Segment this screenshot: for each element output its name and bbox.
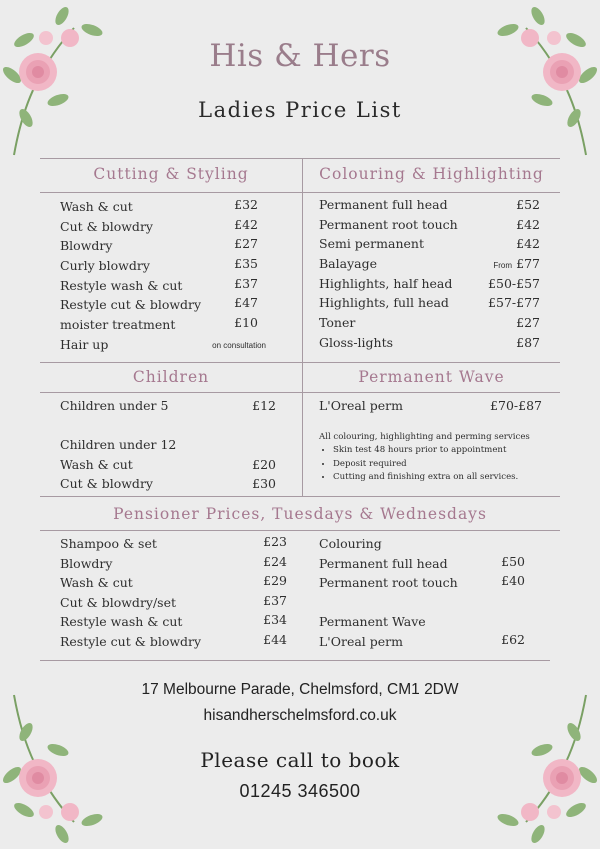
service-name: L'Oreal perm [319,634,404,649]
service-price: £62 [501,632,525,647]
service-name: Wash & cut [60,575,133,590]
address: 17 Melbourne Parade, Chelmsford, CM1 2DW [141,681,459,698]
services-note [319,431,559,485]
service-price: £42 [516,217,540,232]
service-price: £30 [252,476,276,491]
service-name: Children under 5 [60,398,169,413]
divider [40,530,560,531]
service-name: Wash & cut [60,457,133,472]
service-price: £50-£57 [488,276,540,291]
service-price: £50 [501,554,525,569]
service-price: £57-£77 [488,295,540,310]
note-item: • Deposit required [333,458,559,471]
service-price: £20 [252,457,276,472]
service-price: £47 [234,295,258,310]
service-price: £32 [234,197,258,212]
service-name: Wash & cut [60,199,133,214]
call-to-book: Please call to book [200,748,400,772]
service-name: Permanent root touch [319,575,458,590]
service-name: Cut & blowdry [60,219,153,234]
service-price: £27 [516,315,540,330]
service-price: £77 [516,256,540,271]
brand-title: His & Hers [209,38,391,74]
service-price: £12 [252,398,276,413]
section-title-colouring: Colouring & Highlighting [319,165,544,183]
service-name: Restyle cut & blowdry [60,634,202,649]
divider [40,158,560,159]
divider [40,192,560,193]
group-label: Children under 12 [60,437,177,452]
service-price: £27 [234,236,258,251]
service-name: Highlights, half head [319,276,453,291]
group-label: Colouring [319,536,382,551]
note-intro: All colouring, highlighting and perming services [319,432,530,442]
phone-number[interactable]: 01245 346500 [239,781,361,801]
section-title-perm: Permanent Wave [358,368,505,386]
service-price: £10 [234,315,258,330]
service-price: £70-£87 [490,398,542,413]
divider [40,392,560,393]
section-title-children: Children [132,368,210,386]
service-name: Restyle wash & cut [60,614,183,629]
section-title-cutting: Cutting & Styling [93,165,249,183]
note-item: • Cutting and finishing extra on all services. [333,471,559,484]
divider [40,362,560,363]
page-subtitle: Ladies Price List [198,98,402,122]
service-name: Permanent full head [319,556,448,571]
service-price: £24 [263,554,287,569]
service-price: £34 [263,612,287,627]
group-label: Permanent Wave [319,614,426,629]
service-price: £29 [263,573,287,588]
service-price: £37 [263,593,287,608]
note-item: • Skin test 48 hours prior to appointment [333,444,559,457]
service-name: Cut & blowdry/set [60,595,177,610]
service-name: Balayage [319,256,378,271]
service-name: Blowdry [60,556,113,571]
service-name: L'Oreal perm [319,398,404,413]
service-name: Restyle cut & blowdry [60,297,202,312]
section-title-pensioner: Pensioner Prices, Tuesdays & Wednesdays [113,505,487,523]
service-price: £42 [516,236,540,251]
service-price: £42 [234,217,258,232]
service-price: £40 [501,573,525,588]
service-price: £52 [516,197,540,212]
divider [40,496,560,497]
service-name: Curly blowdry [60,258,150,273]
service-name: moister treatment [60,317,176,332]
service-price-prefix: From [493,261,512,270]
rose-decoration-top-left [0,0,130,160]
service-price: £37 [234,276,258,291]
divider [302,158,303,496]
service-name: Semi permanent [319,236,424,251]
service-price: £87 [516,335,540,350]
divider [40,660,550,661]
service-name: Shampoo & set [60,536,157,551]
service-name: Cut & blowdry [60,476,153,491]
service-price: £44 [263,632,287,647]
service-price: £23 [263,534,287,549]
service-price: £35 [234,256,258,271]
rose-decoration-top-right [470,0,600,160]
service-price: on consultation [212,341,266,350]
service-name: Blowdry [60,238,113,253]
service-name: Hair up [60,337,109,352]
service-name: Permanent full head [319,197,448,212]
service-name: Restyle wash & cut [60,278,183,293]
service-name: Highlights, full head [319,295,449,310]
service-name: Toner [319,315,356,330]
website-link[interactable]: hisandherschelmsford.co.uk [203,707,397,724]
service-name: Gloss-lights [319,335,394,350]
service-name: Permanent root touch [319,217,458,232]
